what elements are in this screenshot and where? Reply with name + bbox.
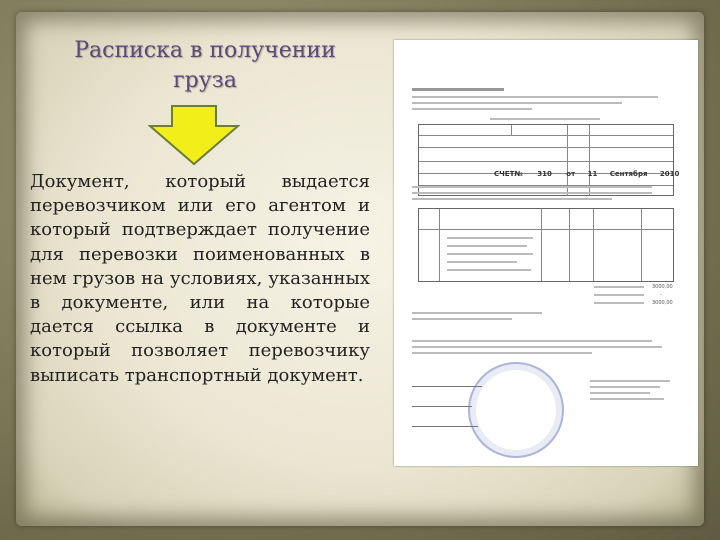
down-arrow-icon: [148, 104, 240, 166]
seal-stamp: [468, 362, 564, 458]
slide-body-text: Документ, который выдается перевозчиком или его агентом и который подтверждает получение для перевозки поименованных в нем грузов на условиях, указанных в документе, или на которые дается ссылка в документе и который позволяет перевозчику выписать транспортный документ.: [30, 171, 370, 386]
grand-total-value: 3000,00: [652, 300, 673, 306]
invoice-month: Сентября: [609, 170, 648, 178]
invoice-year: 2010: [659, 170, 680, 178]
invoice-day: 11: [587, 170, 598, 178]
goods-table: [418, 208, 674, 282]
slide-title: Расписка в получении груза: [74, 38, 336, 93]
invoice-heading: [494, 170, 679, 178]
receipt-document-image: [394, 40, 698, 466]
total-value: 3000,00: [652, 284, 673, 290]
vat-value: -: [660, 292, 662, 298]
invoice-number: 310: [537, 170, 552, 178]
invoice-label: СЧЕТ№: [494, 170, 523, 178]
invoice-from: от: [566, 170, 576, 178]
